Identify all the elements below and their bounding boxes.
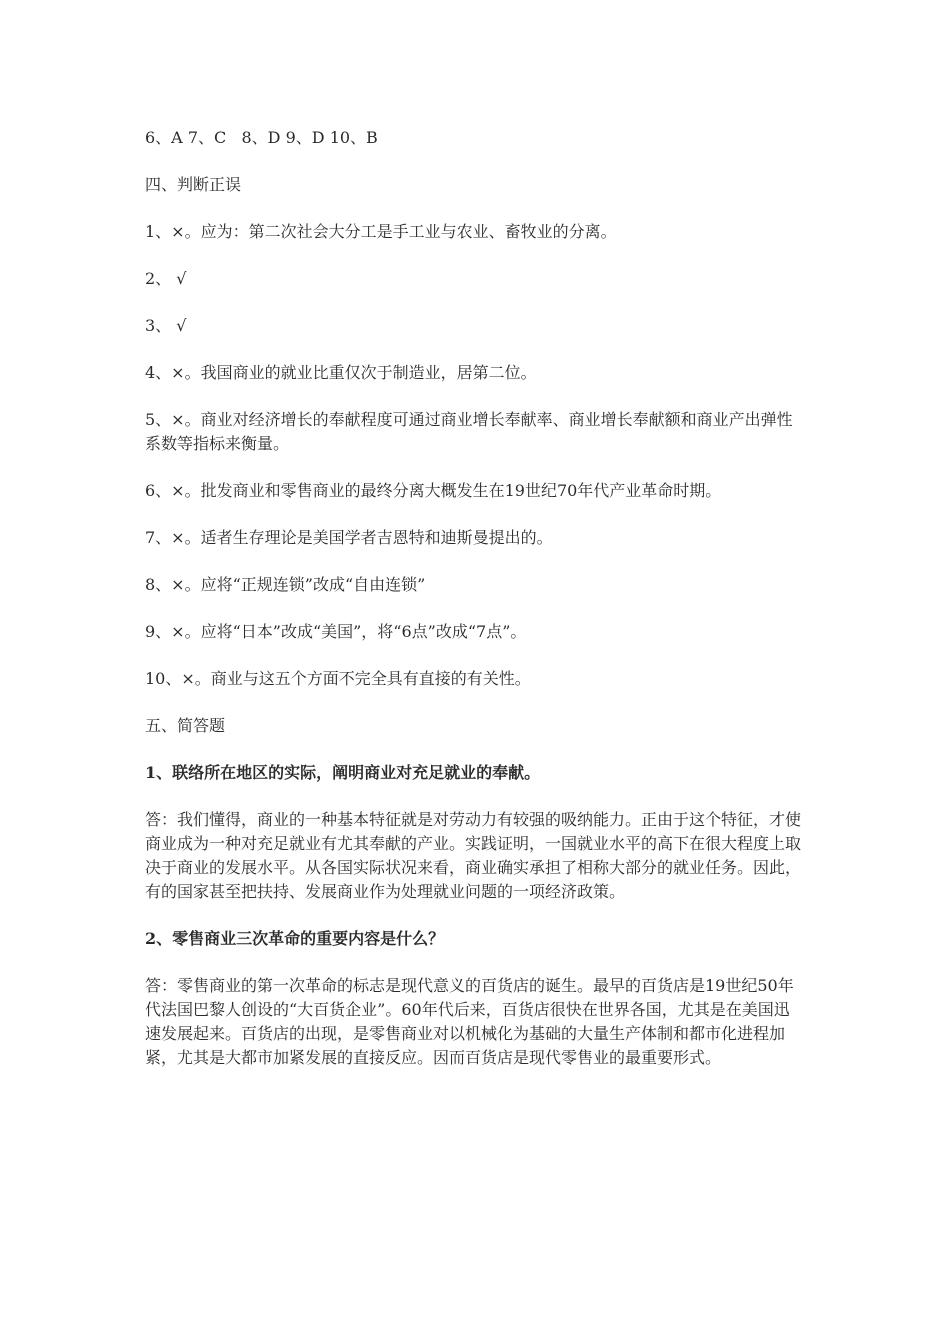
answer-line-mc: 6、A 7、C 8、D 9、D 10、B [145, 128, 378, 147]
answer-line-tf-6: 6、×。批发商业和零售商业的最终分离大概发生在19世纪70年代产业革命时期。 [145, 481, 722, 500]
question-2: 2、零售商业三次革命的重要内容是什么？ [145, 929, 445, 948]
answer-line-tf-10: 10、×。商业与这五个方面不完全具有直接的有关性。 [145, 669, 531, 688]
question-1: 1、联络所在地区的实际，阐明商业对充足就业的奉献。 [145, 763, 541, 782]
answer-line-tf-3: 3、 √ [145, 316, 187, 335]
answer-line-tf-7: 7、×。适者生存理论是美国学者吉恩特和迪斯曼提出的。 [145, 528, 553, 547]
answer-line-tf-2: 2、 √ [145, 269, 187, 288]
answer-line-tf-4: 4、×。我国商业的就业比重仅次于制造业，居第二位。 [145, 363, 537, 382]
answer-line-tf-1: 1、×。应为：第二次社会大分工是手工业与农业、畜牧业的分离。 [145, 222, 617, 241]
document-page [145, 126, 805, 1093]
answer-2: 答：零售商业的第一次革命的标志是现代意义的百货店的诞生。最早的百货店是19世纪50年代法国巴黎人创设的“大百货企业”。60年代后来，百货店很快在世界各国，尤其是在美国迅速发展起来。百货店的出现，是零售商业对以机械化为基础的大量生产体制和都市化进程加紧，尤其是大都市加紧发展的直接反应。因而百货店是现代零售业的最重要形式。 [145, 976, 794, 1067]
answer-1: 答：我们懂得，商业的一种基本特征就是对劳动力有较强的吸纳能力。正由于这个特征，才使商业成为一种对充足就业有尤其奉献的产业。实践证明，一国就业水平的高下在很大程度上取决于商业的发展水平。从各国实际状况来看，商业确实承担了相称大部分的就业任务。因此，有的国家甚至把扶持、发展商业作为处理就业问题的一项经济政策。 [145, 810, 802, 901]
answer-line-tf-8: 8、×。应将“正规连锁”改成“自由连锁” [145, 575, 426, 594]
section-heading-short-answer: 五、简答题 [145, 716, 226, 735]
answer-line-tf-9: 9、×。应将“日本”改成“美国”，将“6点”改成“7点”。 [145, 622, 527, 641]
section-heading-true-false: 四、判断正误 [145, 175, 242, 194]
answer-line-tf-5: 5、×。商业对经济增长的奉献程度可通过商业增长奉献率、商业增长奉献额和商业产出弹性系数等指标来衡量。 [145, 410, 793, 453]
